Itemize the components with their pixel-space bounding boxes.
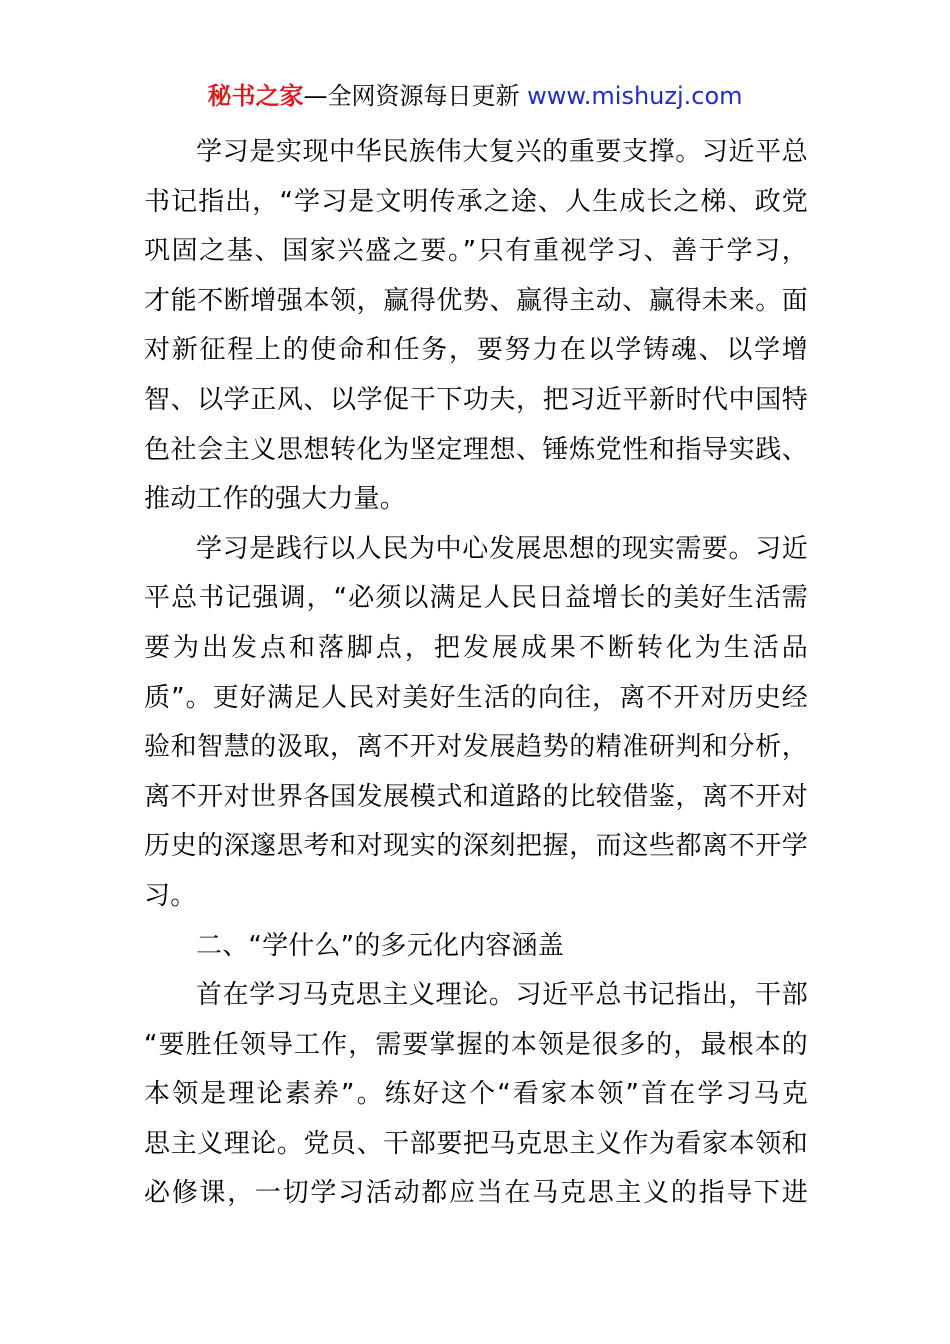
text-line: 二、“学什么”的多元化内容涵盖 (196, 930, 564, 961)
text-line: 离不开对世界各国发展模式和道路的比较借鉴，离不开对 (144, 781, 808, 812)
text-line: “要胜任领导工作，需要掌握的本领是很多的，最根本的 (144, 1029, 808, 1060)
text-line: 色社会主义思想转化为坚定理想、锤炼党性和指导实践、 (144, 434, 808, 465)
text-line: 学习是践行以人民为中心发展思想的现实需要。习近 (196, 533, 808, 564)
text-line: 才能不断增强本领，赢得优势、赢得主动、赢得未来。面 (144, 285, 808, 316)
text-line: 推动工作的强大力量。 (144, 484, 407, 515)
text-line: 平总书记强调，“必须以满足人民日益增长的美好生活需 (144, 583, 808, 614)
text-line: 本领是理论素养”。练好这个“看家本领”首在学习马克 (144, 1079, 808, 1110)
text-line: 质”。更好满足人民对美好生活的向往，离不开对历史经 (144, 682, 808, 713)
header-tagline: —全网资源每日更新 (303, 82, 520, 110)
brand-name: 秘书之家 (207, 82, 304, 110)
text-line: 巩固之基、国家兴盛之要。”只有重视学习、善于学习， (144, 236, 808, 267)
text-line: 习。 (144, 880, 197, 911)
text-line: 历史的深邃思考和对现实的深刻把握，而这些都离不开学 (144, 831, 808, 862)
site-url: www.mishuzj.com (527, 82, 743, 110)
text-line: 要为出发点和落脚点，把发展成果不断转化为生活品 (144, 632, 808, 663)
text-line: 必修课，一切学习活动都应当在马克思主义的指导下进 (144, 1178, 808, 1209)
text-line: 学习是实现中华民族伟大复兴的重要支撑。习近平总 (196, 137, 808, 167)
text-line: 思主义理论。党员、干部要把马克思主义作为看家本领和 (144, 1128, 808, 1159)
site-header (0, 80, 950, 112)
text-line: 首在学习马克思主义理论。习近平总书记指出，干部 (196, 980, 808, 1011)
text-line: 验和智慧的汲取，离不开对发展趋势的精准研判和分析， (144, 732, 808, 763)
document-body (144, 128, 808, 1219)
text-line: 书记指出，“学习是文明传承之途、人生成长之梯、政党 (144, 186, 808, 217)
text-line: 对新征程上的使命和任务，要努力在以学铸魂、以学增 (144, 335, 808, 366)
text-line: 智、以学正风、以学促干下功夫，把习近平新时代中国特 (144, 384, 808, 415)
